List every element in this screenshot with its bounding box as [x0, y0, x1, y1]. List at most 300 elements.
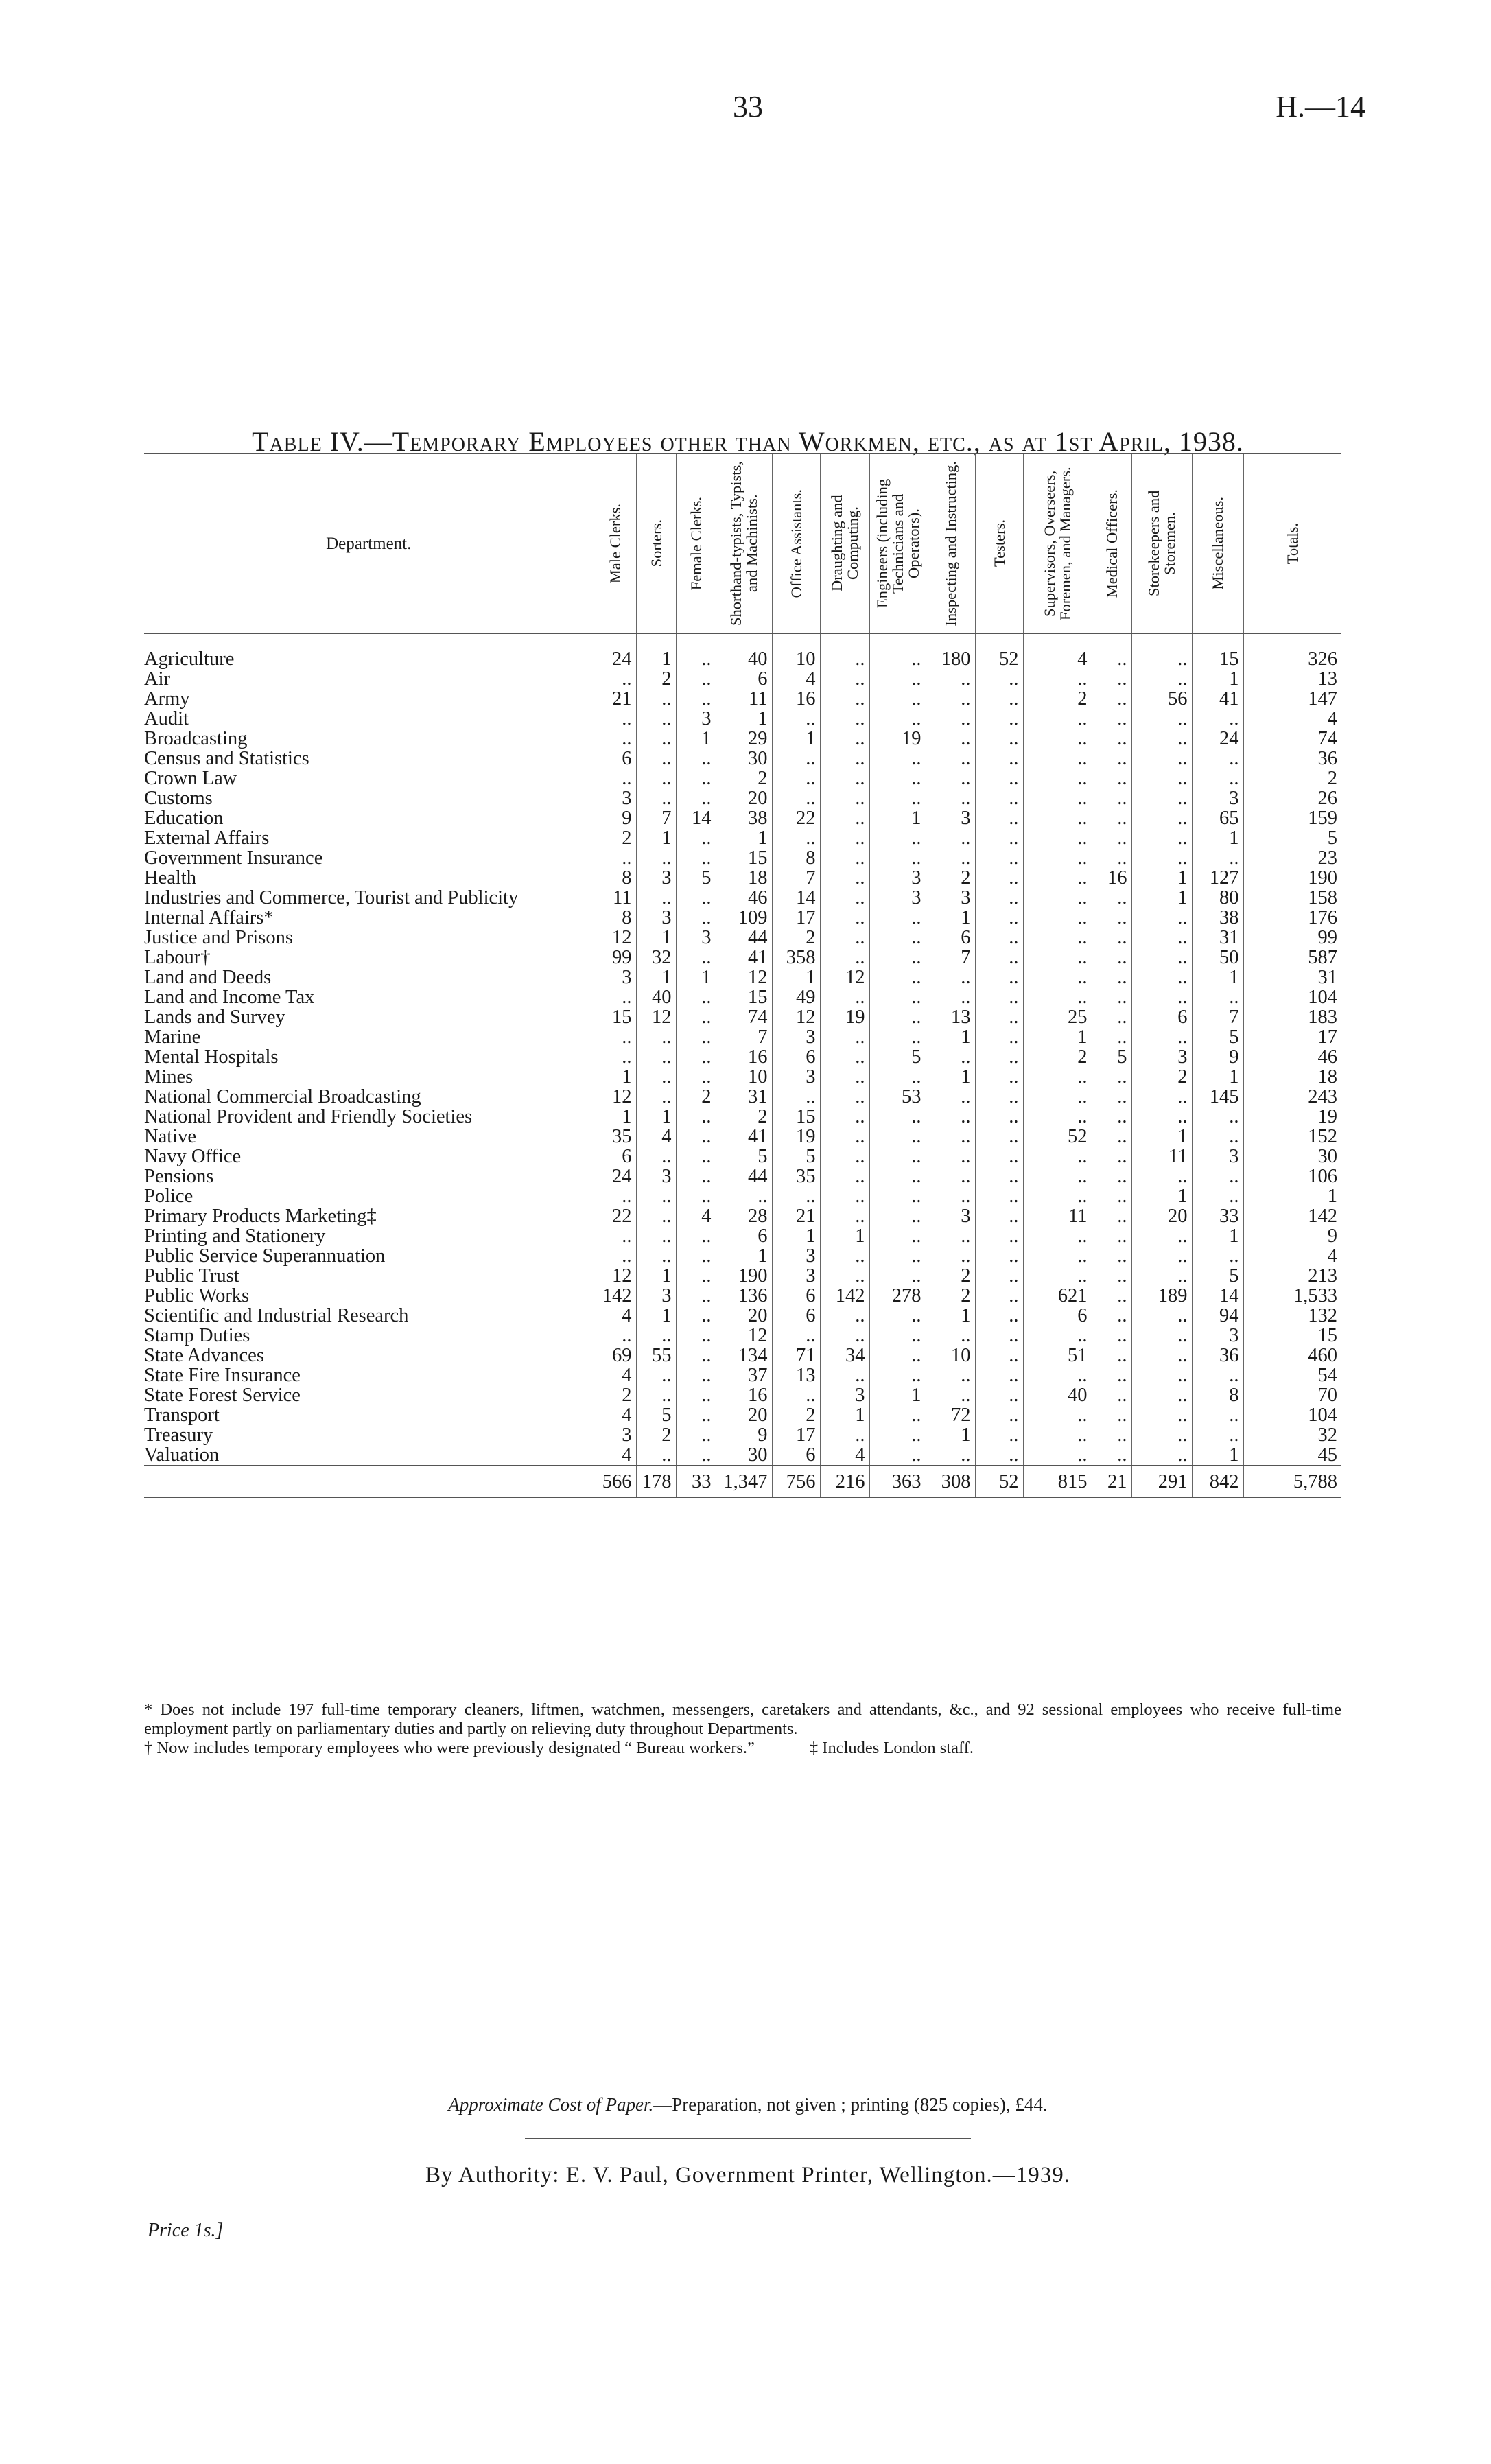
value-cell: ..: [820, 1306, 869, 1326]
department-cell: Land and Deeds: [144, 967, 272, 987]
value-cell: ..: [676, 1365, 716, 1385]
value-cell: 17: [772, 908, 820, 928]
value-cell: ..: [975, 1206, 1023, 1226]
value-cell: ..: [1092, 1405, 1131, 1425]
footnote-labour-and-marketing: [144, 1739, 1341, 1758]
value-cell: ..: [1192, 768, 1243, 788]
value-cell: 3: [1192, 788, 1243, 808]
value-cell: 70: [1243, 1385, 1341, 1405]
value-cell: 49: [772, 987, 820, 1007]
value-cell: 10: [772, 633, 820, 669]
value-cell: ..: [1092, 1007, 1131, 1027]
value-cell: 11: [1131, 1147, 1192, 1166]
value-cell: 4: [636, 1127, 676, 1147]
column-header: [636, 454, 676, 633]
value-cell: ..: [820, 987, 869, 1007]
total-cell: 1,347: [716, 1466, 772, 1497]
total-cell: 363: [869, 1466, 926, 1497]
value-cell: ..: [975, 768, 1023, 788]
table-row: [144, 1246, 1341, 1266]
value-cell: ..: [772, 1385, 820, 1405]
value-cell: ..: [1192, 1166, 1243, 1186]
total-cell: 815: [1023, 1466, 1092, 1497]
value-cell: 45: [1243, 1445, 1341, 1466]
value-cell: ..: [636, 1067, 676, 1087]
table-row: [144, 1007, 1341, 1027]
department-cell: State Advances: [144, 1346, 264, 1365]
value-cell: ..: [869, 768, 926, 788]
value-cell: ..: [1092, 1186, 1131, 1206]
department-cell: Navy Office: [144, 1147, 242, 1166]
value-cell: ..: [1023, 1425, 1092, 1445]
table-row: [144, 967, 1341, 987]
value-cell: ..: [1131, 1166, 1192, 1186]
value-cell: ..: [975, 1127, 1023, 1147]
department-cell: Scientific and Industrial Research: [144, 1306, 409, 1326]
department-cell: Mental Hospitals: [144, 1047, 279, 1067]
value-cell: ..: [820, 709, 869, 729]
value-cell: 3: [1192, 1147, 1243, 1166]
value-cell: ..: [1131, 1365, 1192, 1385]
value-cell: 6: [594, 1147, 636, 1166]
value-cell: 1: [1192, 669, 1243, 689]
value-cell: ..: [1192, 1246, 1243, 1266]
value-cell: ..: [975, 1246, 1023, 1266]
column-header: [1192, 454, 1243, 633]
value-cell: ..: [820, 1067, 869, 1087]
value-cell: ..: [975, 848, 1023, 868]
value-cell: ..: [820, 633, 869, 669]
value-cell: 3: [772, 1027, 820, 1047]
column-header: [1131, 454, 1192, 633]
value-cell: ..: [1092, 1445, 1131, 1466]
value-cell: 1: [1192, 1226, 1243, 1246]
value-cell: 36: [1243, 749, 1341, 768]
department-cell: Stamp Duties: [144, 1326, 250, 1346]
value-cell: ..: [1131, 848, 1192, 868]
value-cell: ..: [869, 967, 926, 987]
value-cell: ..: [1192, 987, 1243, 1007]
value-cell: 3: [594, 1425, 636, 1445]
cost-text: —Preparation, not given ; printing (825 copies), £44.: [653, 2094, 1048, 2115]
value-cell: 1: [636, 1306, 676, 1326]
value-cell: 30: [1243, 1147, 1341, 1166]
value-cell: 1: [1023, 1027, 1092, 1047]
footnote-internal-affairs: * Does not include 197 full-time temporary cleaners, liftmen, watchmen, messengers, caretakers and attendants, &c., and 92 sessional employees who receive full-time employment partly on parliamentary duties and partly on relieving duty throughout Departments.: [144, 1700, 1341, 1738]
value-cell: 12: [772, 1007, 820, 1027]
value-cell: ..: [975, 987, 1023, 1007]
value-cell: ..: [975, 1007, 1023, 1027]
table-row: [144, 1067, 1341, 1087]
value-cell: 16: [772, 689, 820, 709]
value-cell: ..: [869, 1186, 926, 1206]
column-header-label: Office Assistants.: [787, 489, 805, 598]
value-cell: ..: [926, 828, 975, 848]
value-cell: 587: [1243, 948, 1341, 967]
table-row: [144, 749, 1341, 768]
value-cell: ..: [1023, 1067, 1092, 1087]
value-cell: ..: [676, 669, 716, 689]
value-cell: ..: [1192, 749, 1243, 768]
table-row: [144, 1027, 1341, 1047]
value-cell: ..: [820, 689, 869, 709]
value-cell: ..: [869, 848, 926, 868]
table-row: [144, 908, 1341, 928]
value-cell: ..: [869, 1166, 926, 1186]
value-cell: 6: [1131, 1007, 1192, 1027]
value-cell: 3: [869, 868, 926, 888]
value-cell: ..: [772, 1326, 820, 1346]
column-header: [1243, 454, 1341, 633]
value-cell: ..: [1092, 987, 1131, 1007]
value-cell: 54: [1243, 1365, 1341, 1385]
value-cell: 1: [594, 1067, 636, 1087]
value-cell: ..: [636, 729, 676, 749]
value-cell: 152: [1243, 1127, 1341, 1147]
value-cell: 1: [926, 908, 975, 928]
total-cell: 33: [676, 1466, 716, 1497]
value-cell: ..: [926, 669, 975, 689]
table-row: [144, 948, 1341, 967]
value-cell: ..: [975, 1107, 1023, 1127]
value-cell: 1: [1131, 1186, 1192, 1206]
value-cell: ..: [926, 689, 975, 709]
column-header: [1092, 454, 1131, 633]
total-cell: 566: [594, 1466, 636, 1497]
total-cell: 5,788: [1243, 1466, 1341, 1497]
value-cell: 52: [975, 633, 1023, 669]
value-cell: ..: [772, 768, 820, 788]
value-cell: ..: [1023, 788, 1092, 808]
value-cell: ..: [1131, 908, 1192, 928]
value-cell: 56: [1131, 689, 1192, 709]
value-cell: ..: [636, 1445, 676, 1466]
value-cell: 16: [716, 1047, 772, 1067]
value-cell: 2: [926, 868, 975, 888]
value-cell: ..: [636, 1147, 676, 1166]
value-cell: 11: [594, 888, 636, 908]
value-cell: 30: [716, 749, 772, 768]
value-cell: 7: [716, 1027, 772, 1047]
value-cell: ..: [594, 1246, 636, 1266]
value-cell: 36: [1192, 1346, 1243, 1365]
table-title: Table IV.—Temporary Employees other than Workmen, etc., as at 1st April, 1938.: [252, 426, 1244, 457]
value-cell: 6: [1023, 1306, 1092, 1326]
value-cell: ..: [1092, 729, 1131, 749]
value-cell: ..: [1092, 669, 1131, 689]
value-cell: ..: [1131, 749, 1192, 768]
value-cell: ..: [676, 1147, 716, 1166]
value-cell: 2: [1023, 689, 1092, 709]
value-cell: ..: [820, 928, 869, 948]
document-code: H.—14: [1276, 90, 1365, 124]
value-cell: ..: [1092, 689, 1131, 709]
value-cell: 1: [636, 633, 676, 669]
value-cell: ..: [636, 1047, 676, 1067]
value-cell: ..: [975, 788, 1023, 808]
value-cell: 5: [1192, 1266, 1243, 1286]
footnote-marketing: ‡ Includes London staff.: [809, 1739, 974, 1757]
value-cell: 35: [594, 1127, 636, 1147]
value-cell: ..: [1131, 1027, 1192, 1047]
value-cell: ..: [636, 848, 676, 868]
value-cell: ..: [1092, 1206, 1131, 1226]
value-cell: ..: [820, 669, 869, 689]
value-cell: ..: [869, 828, 926, 848]
value-cell: ..: [869, 1445, 926, 1466]
value-cell: 18: [716, 868, 772, 888]
value-cell: ..: [869, 1346, 926, 1365]
value-cell: 33: [1192, 1206, 1243, 1226]
column-header: [772, 454, 820, 633]
table-row: [144, 1087, 1341, 1107]
value-cell: 1: [1192, 828, 1243, 848]
value-cell: ..: [820, 1186, 869, 1206]
value-cell: ..: [676, 888, 716, 908]
value-cell: ..: [926, 1047, 975, 1067]
value-cell: ..: [676, 948, 716, 967]
value-cell: 52: [1023, 1127, 1092, 1147]
value-cell: 2: [716, 1107, 772, 1127]
value-cell: ..: [975, 689, 1023, 709]
value-cell: 1: [636, 828, 676, 848]
value-cell: ..: [975, 888, 1023, 908]
value-cell: 2: [636, 1425, 676, 1445]
value-cell: 21: [594, 689, 636, 709]
value-cell: ..: [772, 1186, 820, 1206]
value-cell: ..: [676, 1246, 716, 1266]
table-row: [144, 1206, 1341, 1226]
value-cell: ..: [869, 1326, 926, 1346]
value-cell: 15: [716, 987, 772, 1007]
value-cell: ..: [594, 848, 636, 868]
value-cell: ..: [1131, 1445, 1192, 1466]
value-cell: 24: [1192, 729, 1243, 749]
value-cell: ..: [975, 669, 1023, 689]
value-cell: ..: [594, 1326, 636, 1346]
value-cell: 22: [772, 808, 820, 828]
value-cell: ..: [676, 1266, 716, 1286]
page-number: 33: [733, 90, 763, 124]
department-cell: Police: [144, 1186, 193, 1206]
value-cell: 1: [1243, 1186, 1341, 1206]
value-cell: 13: [772, 1365, 820, 1385]
value-cell: ..: [1131, 928, 1192, 948]
value-cell: ..: [820, 1326, 869, 1346]
value-cell: 31: [1243, 967, 1341, 987]
value-cell: ..: [869, 928, 926, 948]
total-cell: 216: [820, 1466, 869, 1497]
value-cell: ..: [1092, 749, 1131, 768]
value-cell: ..: [869, 689, 926, 709]
value-cell: ..: [926, 768, 975, 788]
value-cell: 4: [594, 1445, 636, 1466]
value-cell: ..: [926, 1127, 975, 1147]
total-cell: 308: [926, 1466, 975, 1497]
value-cell: 41: [716, 1127, 772, 1147]
value-cell: ..: [1092, 768, 1131, 788]
column-header-label: Shorthand-typists, Typists, and Machinists.: [727, 461, 760, 626]
value-cell: ..: [1131, 1107, 1192, 1127]
value-cell: ..: [926, 1107, 975, 1127]
department-cell: Treasury: [144, 1425, 213, 1445]
value-cell: ..: [594, 709, 636, 729]
value-cell: ..: [869, 1246, 926, 1266]
value-cell: 6: [772, 1047, 820, 1067]
value-cell: 3: [772, 1067, 820, 1087]
value-cell: ..: [594, 1027, 636, 1047]
value-cell: ..: [1092, 1147, 1131, 1166]
value-cell: ..: [1023, 828, 1092, 848]
price: Price 1s.]: [148, 2220, 224, 2241]
value-cell: ..: [676, 1445, 716, 1466]
value-cell: 13: [1243, 669, 1341, 689]
value-cell: 2: [772, 1405, 820, 1425]
value-cell: 51: [1023, 1346, 1092, 1365]
value-cell: 14: [676, 808, 716, 828]
value-cell: ..: [1092, 967, 1131, 987]
column-header-label: Supervisors, Overseers, Foremen, and Managers.: [1041, 467, 1074, 620]
value-cell: 2: [1023, 1047, 1092, 1067]
value-cell: 32: [636, 948, 676, 967]
value-cell: 3: [869, 888, 926, 908]
value-cell: 1: [869, 1385, 926, 1405]
value-cell: 1: [636, 967, 676, 987]
column-header: [716, 454, 772, 633]
value-cell: ..: [1192, 1107, 1243, 1127]
value-cell: 6: [772, 1286, 820, 1306]
value-cell: ..: [869, 1306, 926, 1326]
value-cell: ..: [676, 1385, 716, 1405]
column-header-label: Male Clerks.: [606, 503, 624, 584]
department-cell: National Commercial Broadcasting: [144, 1087, 421, 1107]
value-cell: ..: [975, 729, 1023, 749]
column-header-label: Totals.: [1284, 522, 1302, 565]
value-cell: ..: [676, 1067, 716, 1087]
value-cell: ..: [975, 1147, 1023, 1166]
column-header-label: Engineers (including Technicians and Operators).: [873, 478, 922, 609]
column-header: [1023, 454, 1092, 633]
value-cell: ..: [975, 709, 1023, 729]
value-cell: ..: [1023, 729, 1092, 749]
value-cell: ..: [1131, 669, 1192, 689]
value-cell: ..: [1092, 808, 1131, 828]
value-cell: ..: [926, 1326, 975, 1346]
value-cell: ..: [869, 1266, 926, 1286]
value-cell: ..: [1131, 808, 1192, 828]
value-cell: 104: [1243, 987, 1341, 1007]
value-cell: ..: [676, 1186, 716, 1206]
table-row: [144, 888, 1341, 908]
value-cell: ..: [636, 709, 676, 729]
value-cell: ..: [869, 1127, 926, 1147]
value-cell: 4: [772, 669, 820, 689]
value-cell: 26: [1243, 788, 1341, 808]
value-cell: ..: [1131, 1226, 1192, 1246]
value-cell: ..: [594, 669, 636, 689]
printer-authority: By Authority: E. V. Paul, Government Printer, Wellington.—1939.: [425, 2163, 1070, 2187]
value-cell: ..: [1092, 1027, 1131, 1047]
value-cell: ..: [676, 1027, 716, 1047]
value-cell: 99: [594, 948, 636, 967]
totals-row: [144, 1466, 1341, 1497]
value-cell: 16: [716, 1385, 772, 1405]
value-cell: 5: [772, 1147, 820, 1166]
value-cell: ..: [676, 987, 716, 1007]
divider-rule: [525, 2138, 971, 2139]
value-cell: 74: [716, 1007, 772, 1027]
value-cell: 326: [1243, 633, 1341, 669]
value-cell: ..: [1131, 729, 1192, 749]
value-cell: ..: [676, 749, 716, 768]
table-row: [144, 1306, 1341, 1326]
value-cell: ..: [820, 768, 869, 788]
value-cell: ..: [1131, 1266, 1192, 1286]
value-cell: 11: [1023, 1206, 1092, 1226]
value-cell: ..: [975, 967, 1023, 987]
value-cell: 25: [1023, 1007, 1092, 1027]
value-cell: ..: [820, 1127, 869, 1147]
value-cell: 278: [869, 1286, 926, 1306]
value-cell: 34: [820, 1346, 869, 1365]
value-cell: ..: [820, 948, 869, 967]
value-cell: 1: [772, 1226, 820, 1246]
table-row: [144, 729, 1341, 749]
value-cell: 190: [716, 1266, 772, 1286]
value-cell: ..: [869, 749, 926, 768]
value-cell: ..: [820, 1246, 869, 1266]
value-cell: 4: [1243, 1246, 1341, 1266]
value-cell: 1: [926, 1306, 975, 1326]
value-cell: ..: [1023, 1266, 1092, 1286]
value-cell: 1: [594, 1107, 636, 1127]
table-row: [144, 828, 1341, 848]
value-cell: 6: [926, 928, 975, 948]
value-cell: ..: [869, 1206, 926, 1226]
value-cell: 1: [1131, 1127, 1192, 1147]
value-cell: ..: [820, 1027, 869, 1047]
column-header: [926, 454, 975, 633]
value-cell: 158: [1243, 888, 1341, 908]
value-cell: ..: [926, 788, 975, 808]
value-cell: ..: [676, 1166, 716, 1186]
approximate-cost: [178, 2094, 1317, 2115]
value-cell: 159: [1243, 808, 1341, 828]
value-cell: 1: [636, 1266, 676, 1286]
value-cell: ..: [772, 828, 820, 848]
value-cell: ..: [1092, 948, 1131, 967]
value-cell: ..: [1092, 848, 1131, 868]
column-header: [820, 454, 869, 633]
department-cell: Public Works: [144, 1286, 250, 1306]
value-cell: ..: [636, 1246, 676, 1266]
value-cell: ..: [975, 1047, 1023, 1067]
value-cell: 6: [772, 1306, 820, 1326]
value-cell: ..: [975, 1286, 1023, 1306]
department-cell: Mines: [144, 1067, 193, 1087]
value-cell: 15: [716, 848, 772, 868]
value-cell: 1: [1192, 967, 1243, 987]
value-cell: ..: [975, 948, 1023, 967]
value-cell: 40: [636, 987, 676, 1007]
value-cell: ..: [1192, 1186, 1243, 1206]
value-cell: ..: [1023, 948, 1092, 967]
value-cell: 147: [1243, 689, 1341, 709]
value-cell: 1: [772, 729, 820, 749]
value-cell: ..: [1131, 1306, 1192, 1326]
value-cell: ..: [676, 788, 716, 808]
column-header-label: Medical Officers.: [1103, 489, 1120, 598]
